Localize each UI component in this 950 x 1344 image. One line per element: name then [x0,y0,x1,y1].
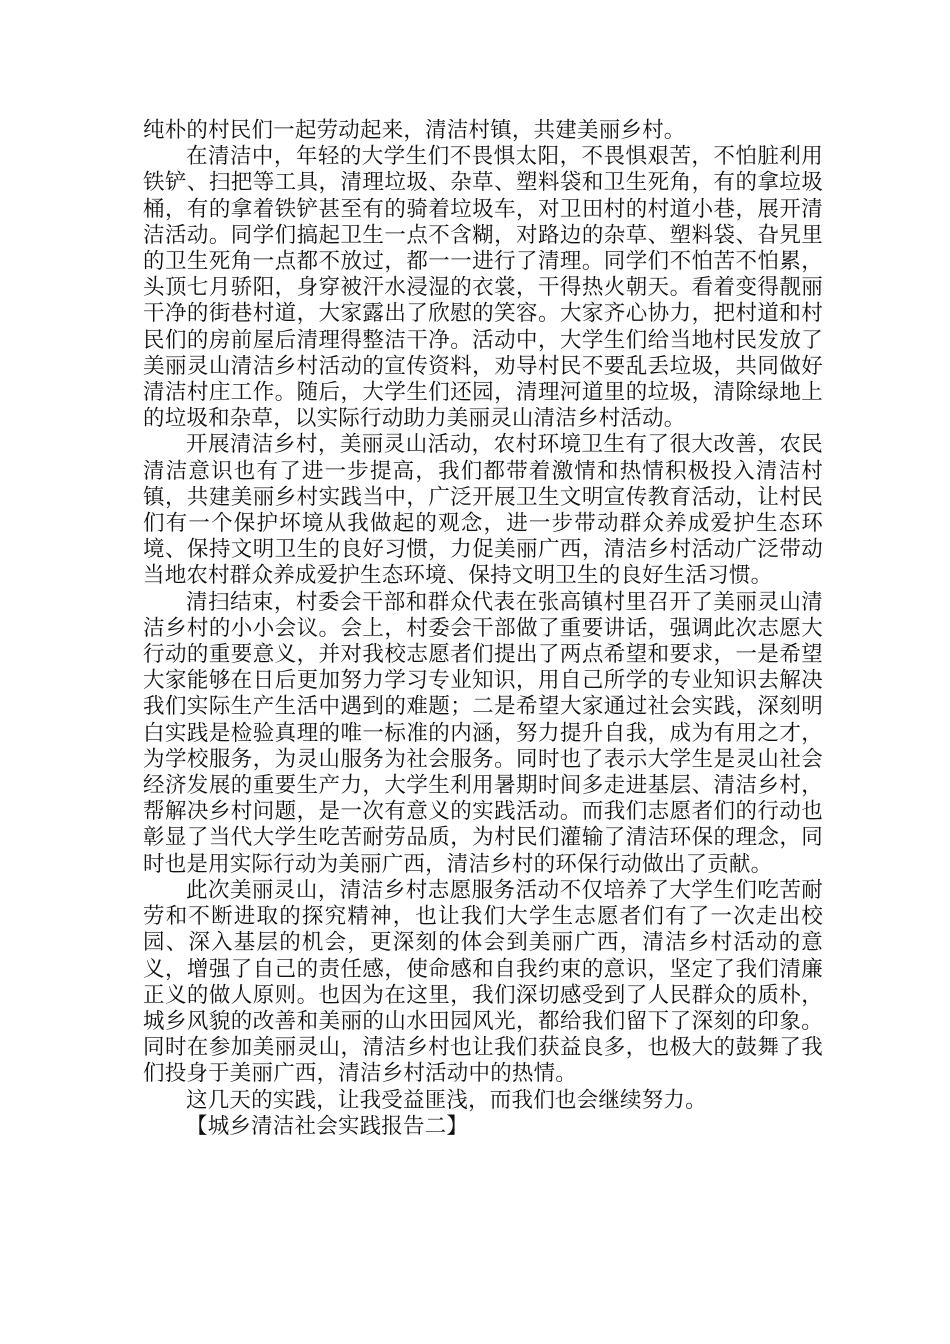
section-heading: 【城乡清洁社会实践报告二】 [186,1113,469,1139]
paragraph-meeting: 清扫结束，村委会干部和群众代表在张高镇村里召开了美丽灵山清洁乡村的小小会议。会上，村委会干部做了重要讲话，强调此次志愿大行动的重要意义，并对我校志愿者们提出了两点希望和要求，一是希望大家能够在日后更加努力学习专业知识，用自己所学的专业知识去解决我们实际生产生活中遇到的难题；二是希望大家通过社会实践，深刻明白实践是检验真理的唯一标准的内涵，努力提升自我，成为有用之才，为学校服务，为灵山服务为社会服务。同时也了表示大学生是灵山社会经济发展的重要生产力，大学生利用暑期时间多走进基层、清洁乡村，帮解决乡村问题，是一次有意义的实践活动。而我们志愿者们的行动也彰显了当代大学生吃苦耐劳品质，为村民们灌输了清洁环保的理念，同时也是用实际行动为美丽广西，清洁乡村的环保行动做出了贡献。 [143,589,823,877]
paragraph-conclusion: 这几天的实践，让我受益匪浅，而我们也会继续努力。 [186,1087,707,1113]
paragraph-cleaning: 在清洁中，年轻的大学生们不畏惧太阳，不畏惧艰苦，不怕脏利用铁铲、扫把等工具，清理垃圾、杂草、塑料袋和卫生死角，有的拿垃圾桶，有的拿着铁铲甚至有的骑着垃圾车，对卫田村的村道小巷，展开清洁活动。同学们搞起卫生一点不含糊，对路边的杂草、塑料袋、旮旯里的卫生死角一点都不放过，都一一进行了清理。同学们不怕苦不怕累，头顶七月骄阳，身穿被汗水浸湿的衣裳，干得热火朝天。看着变得靓丽干净的街巷村道，大家露出了欣慰的笑容。大家齐心协力，把村道和村民们的房前屋后清理得整洁干净。活动中，大学生们给当地村民发放了美丽灵山清洁乡村活动的宣传资料，劝导村民不要乱丢垃圾，共同做好清洁村庄工作。随后，大学生们还园，清理河道里的垃圾，清除绿地上的垃圾和杂草，以实际行动助力美丽灵山清洁乡村活动。 [143,144,823,432]
document-body [143,118,823,1140]
paragraph-continuation: 纯朴的村民们一起劳动起来，清洁村镇，共建美丽乡村。 [143,118,686,143]
paragraph-campaign: 开展清洁乡村，美丽灵山活动，农村环境卫生有了很大改善，农民清洁意识也有了进一步提高，我们都带着激情和热情积极投入清洁村镇，共建美丽乡村实践当中，广泛开展卫生文明宣传教育活动，让村民们有一个保护坏境从我做起的观念，进一步带动群众养成爱护生态环境、保持文明卫生的良好习惯，力促美丽广西，清洁乡村活动广泛带动当地农村群众养成爱护生态环境、保持文明卫生的良好生活习惯。 [143,432,823,589]
paragraph-reflection: 此次美丽灵山，清洁乡村志愿服务活动不仅培养了大学生们吃苦耐劳和不断进取的探究精神，也让我们大学生志愿者们有了一次走出校园、深入基层的机会，更深刻的体会到美丽广西，清洁乡村活动的意义，增强了自己的责任感，使命感和自我约束的意识，坚定了我们清廉正义的做人原则。也因为在这里，我们深切感受到了人民群众的质朴，城乡风貌的改善和美丽的山水田园风光，都给我们留下了深刻的印象。同时在参加美丽灵山，清洁乡村也让我们获益良多，也极大的鼓舞了我们投身于美丽广西，清洁乡村活动中的热情。 [143,877,823,1087]
